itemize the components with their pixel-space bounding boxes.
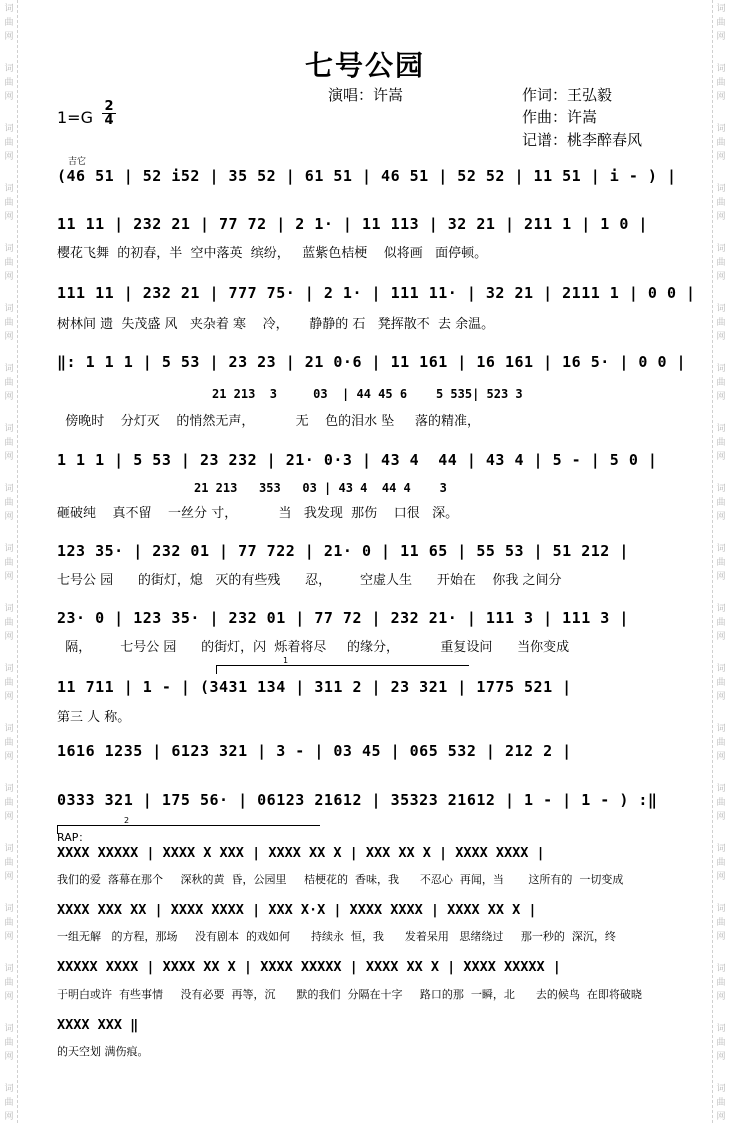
watermark-char: 网 — [4, 872, 14, 882]
watermark-char: 词 — [4, 304, 14, 314]
watermark-char: 曲 — [716, 738, 726, 748]
watermark-char: 网 — [716, 992, 726, 1002]
watermark-char: 曲 — [716, 978, 726, 988]
watermark-char: 曲 — [4, 858, 14, 868]
watermark-char: 网 — [716, 152, 726, 162]
instrument-note: 吉它 — [68, 157, 87, 167]
watermark-char: 网 — [716, 1112, 726, 1122]
watermark-char: 词 — [716, 544, 726, 554]
time-signature-top: 2 — [104, 99, 114, 114]
rap-lyric-1: 我们的爱 落幕在那个 深秋的黄 昏，公园里 桔梗花的 香味，我 不忍心 再闻，当 这所有的 一切变成 — [57, 873, 624, 886]
lyric-line-7: 隔， 七号公 园 的街灯，闪 烁着将尽 的缘分， 重复设问 当你变成 — [57, 640, 570, 655]
watermark-char: 网 — [4, 572, 14, 582]
volta-label-1: 1 — [283, 656, 289, 665]
rap-lyric-3: 于明白或许 有些事情 没有必要 再等，沉 默的我们 分隔在十字 路口的那 一瞬，北 去的候鸟 在即将破晓 — [57, 988, 642, 1001]
watermark-char: 词 — [716, 364, 726, 374]
watermark-char: 网 — [4, 1052, 14, 1062]
watermark-char: 词 — [716, 1024, 726, 1034]
watermark-char: 曲 — [716, 678, 726, 688]
watermark-char: 网 — [4, 692, 14, 702]
watermark-char: 曲 — [4, 918, 14, 928]
watermark-char: 网 — [4, 392, 14, 402]
watermark-char: 网 — [4, 752, 14, 762]
watermark-char: 网 — [716, 932, 726, 942]
watermark-char: 曲 — [4, 18, 14, 28]
watermark-char: 曲 — [716, 258, 726, 268]
watermark-char: 网 — [716, 452, 726, 462]
watermark-char: 词 — [716, 904, 726, 914]
watermark-char: 词 — [4, 124, 14, 134]
watermark-char: 词 — [4, 724, 14, 734]
watermark-char: 曲 — [4, 1038, 14, 1048]
watermark-char: 网 — [4, 452, 14, 462]
rap-lyric-4: 的天空划 满伤痕。 — [57, 1045, 149, 1058]
watermark-char: 网 — [716, 332, 726, 342]
watermark-char: 网 — [716, 872, 726, 882]
score-line-8: 11 711 | 1 - | (3431 134 | 311 2 | 23 321 | 1775 521 | — [57, 678, 572, 696]
volta-bracket-2 — [57, 816, 320, 834]
watermark-char: 曲 — [4, 498, 14, 508]
watermark-char: 网 — [4, 212, 14, 222]
lyricist-credit: 作词：王弘毅 — [522, 86, 613, 104]
watermark-char: 网 — [4, 1112, 14, 1122]
watermark-char: 网 — [4, 152, 14, 162]
watermark-char: 网 — [716, 752, 726, 762]
watermark-char: 词 — [716, 724, 726, 734]
score-line-1: (46 51 | 52 i52 | 35 52 | 61 51 | 46 51 | 52 52 | 11 51 | i - ) | — [57, 167, 677, 185]
watermark-char: 曲 — [716, 798, 726, 808]
watermark-char: 词 — [4, 1084, 14, 1094]
score-line-3: 111 11 | 232 21 | 777 75· | 2 1· | 111 11· | 32 21 | 2111 1 | 0 0 | — [57, 284, 696, 302]
lyric-line-5: 砸破纯 真不留 一丝分 寸， 当 我发现 那伤 口很 深。 — [57, 506, 459, 521]
watermark-char: 曲 — [716, 1098, 726, 1108]
watermark-char: 曲 — [716, 18, 726, 28]
watermark-char: 曲 — [4, 798, 14, 808]
score-line-6: 123 35· | 232 01 | 77 722 | 21· 0 | 11 65 | 55 53 | 51 212 | — [57, 542, 629, 560]
watermark-char: 词 — [716, 424, 726, 434]
watermark-char: 网 — [716, 1052, 726, 1062]
watermark-char: 网 — [716, 32, 726, 42]
watermark-char: 网 — [4, 32, 14, 42]
watermark-char: 曲 — [4, 78, 14, 88]
watermark-char: 曲 — [716, 198, 726, 208]
watermark-char: 词 — [4, 4, 14, 14]
watermark-char: 曲 — [716, 378, 726, 388]
watermark-char: 网 — [4, 992, 14, 1002]
volta-label-2: 2 — [124, 816, 130, 825]
watermark-char: 词 — [716, 664, 726, 674]
lyric-line-3: 树林间 遗 失茂盛 风 夹杂着 寒 冷， 静静的 石 凳挥散不 去 余温。 — [57, 317, 495, 332]
watermark-char: 词 — [4, 184, 14, 194]
rap-line-1: XXXX XXXXX | XXXX X XXX | XXXX XX X | XXX XX X | XXXX XXXX | — [57, 845, 545, 861]
watermark-char: 网 — [716, 92, 726, 102]
rap-label: RAP： — [57, 831, 90, 844]
watermark-char: 曲 — [4, 258, 14, 268]
watermark-char: 词 — [716, 1084, 726, 1094]
score-line-5: 1 1 1 | 5 53 | 23 232 | 21· 0·3 | 43 4 44 | 43 4 | 5 - | 5 0 | — [57, 451, 658, 469]
time-signature — [102, 100, 116, 127]
watermark-char: 词 — [4, 904, 14, 914]
watermark-char: 曲 — [716, 318, 726, 328]
score-line-2: 11 11 | 232 21 | 77 72 | 2 1· | 11 113 | 32 21 | 211 1 | 1 0 | — [57, 215, 648, 233]
watermark-char: 词 — [716, 964, 726, 974]
watermark-char: 曲 — [716, 438, 726, 448]
watermark-char: 曲 — [4, 378, 14, 388]
rap-line-3: XXXXX XXXX | XXXX XX X | XXXX XXXXX | XXXX XX X | XXXX XXXXX | — [57, 959, 561, 975]
watermark-char: 词 — [4, 664, 14, 674]
watermark-char: 曲 — [716, 1038, 726, 1048]
harmony-line-5: 21 213 353 03 | 43 4 44 4 3 — [194, 481, 447, 495]
right-watermark-strip — [712, 0, 730, 1123]
time-signature-bottom: 4 — [104, 113, 114, 128]
watermark-char: 曲 — [716, 78, 726, 88]
watermark-char: 网 — [716, 392, 726, 402]
watermark-char: 网 — [716, 692, 726, 702]
score-line-9: 1616 1235 | 6123 321 | 3 - | 03 45 | 065 532 | 212 2 | — [57, 742, 572, 760]
watermark-char: 词 — [4, 484, 14, 494]
watermark-char: 网 — [716, 632, 726, 642]
watermark-char: 词 — [4, 544, 14, 554]
singer-credit: 演唱：许嵩 — [328, 86, 404, 104]
score-line-7: 23· 0 | 123 35· | 232 01 | 77 72 | 232 21· | 111 3 | 111 3 | — [57, 609, 629, 627]
watermark-char: 曲 — [4, 738, 14, 748]
composer-credit: 作曲：许嵩 — [522, 108, 598, 126]
lyric-line-2: 樱花飞舞 的初春，半 空中落英 缤纷， 蓝紫色桔梗 似将画 面停顿。 — [57, 246, 488, 261]
watermark-char: 词 — [716, 64, 726, 74]
transcriber-credit: 记谱：桃李醉春风 — [522, 131, 643, 149]
watermark-char: 词 — [4, 964, 14, 974]
watermark-char: 词 — [716, 124, 726, 134]
watermark-char: 词 — [716, 304, 726, 314]
score-line-10: 0333 321 | 175 56· | 06123 21612 | 35323 21612 | 1 - | 1 - ) :‖ — [57, 791, 658, 809]
watermark-char: 词 — [716, 784, 726, 794]
watermark-char: 词 — [716, 484, 726, 494]
watermark-char: 曲 — [4, 618, 14, 628]
rap-line-4: XXXX XXX ‖ — [57, 1017, 139, 1033]
watermark-char: 词 — [4, 784, 14, 794]
watermark-char: 网 — [716, 812, 726, 822]
watermark-char: 曲 — [4, 558, 14, 568]
volta-bracket-1 — [216, 656, 469, 674]
watermark-char: 曲 — [4, 438, 14, 448]
harmony-line-4: 21 213 3 03 | 44 45 6 5 535| 523 3 — [212, 387, 523, 401]
watermark-char: 词 — [4, 244, 14, 254]
score-line-4: ‖: 1 1 1 | 5 53 | 23 23 | 21 0·6 | 11 161 | 16 161 | 16 5· | 0 0 | — [57, 353, 687, 371]
watermark-char: 词 — [716, 604, 726, 614]
watermark-char: 曲 — [4, 138, 14, 148]
watermark-char: 曲 — [716, 138, 726, 148]
left-watermark-strip — [0, 0, 18, 1123]
watermark-char: 曲 — [716, 918, 726, 928]
watermark-char: 词 — [716, 244, 726, 254]
watermark-char: 词 — [716, 844, 726, 854]
watermark-char: 词 — [4, 364, 14, 374]
watermark-char: 词 — [4, 424, 14, 434]
watermark-char: 网 — [4, 92, 14, 102]
lyric-line-6: 七号公 园 的街灯，熄 灭的有些残 忍， 空虚人生 开始在 你我 之间分 — [57, 573, 562, 588]
song-title: 七号公园 — [304, 49, 425, 82]
watermark-char: 词 — [4, 64, 14, 74]
lyric-line-8: 第三 人 称。 — [57, 710, 131, 725]
watermark-char: 网 — [4, 632, 14, 642]
watermark-char: 曲 — [716, 618, 726, 628]
watermark-char: 曲 — [4, 1098, 14, 1108]
rap-lyric-2: 一组无解 的方程，那场 没有剧本 的戏如何 持续永 恒，我 发着呆用 思绪绕过 那一秒的 深沉，终 — [57, 930, 616, 943]
watermark-char: 曲 — [4, 198, 14, 208]
watermark-char: 网 — [4, 272, 14, 282]
rap-line-2: XXXX XXX XX | XXXX XXXX | XXX X·X | XXXX XXXX | XXXX XX X | — [57, 902, 537, 918]
watermark-char: 网 — [716, 512, 726, 522]
watermark-char: 词 — [4, 844, 14, 854]
watermark-char: 曲 — [716, 858, 726, 868]
watermark-char: 词 — [4, 1024, 14, 1034]
watermark-char: 网 — [716, 572, 726, 582]
watermark-char: 网 — [4, 332, 14, 342]
watermark-char: 词 — [716, 184, 726, 194]
watermark-char: 词 — [716, 4, 726, 14]
watermark-char: 词 — [4, 604, 14, 614]
watermark-char: 网 — [4, 932, 14, 942]
watermark-char: 网 — [716, 212, 726, 222]
watermark-char: 曲 — [4, 318, 14, 328]
watermark-char: 网 — [716, 272, 726, 282]
watermark-char: 曲 — [716, 558, 726, 568]
watermark-char: 曲 — [4, 678, 14, 688]
watermark-char: 曲 — [716, 498, 726, 508]
watermark-char: 网 — [4, 512, 14, 522]
watermark-char: 曲 — [4, 978, 14, 988]
lyric-line-4: 傍晚时 分灯灭 的悄然无声， 无 色的泪水 坠 落的精准， — [57, 414, 480, 429]
watermark-char: 网 — [4, 812, 14, 822]
key-signature: 1=G — [57, 108, 93, 127]
